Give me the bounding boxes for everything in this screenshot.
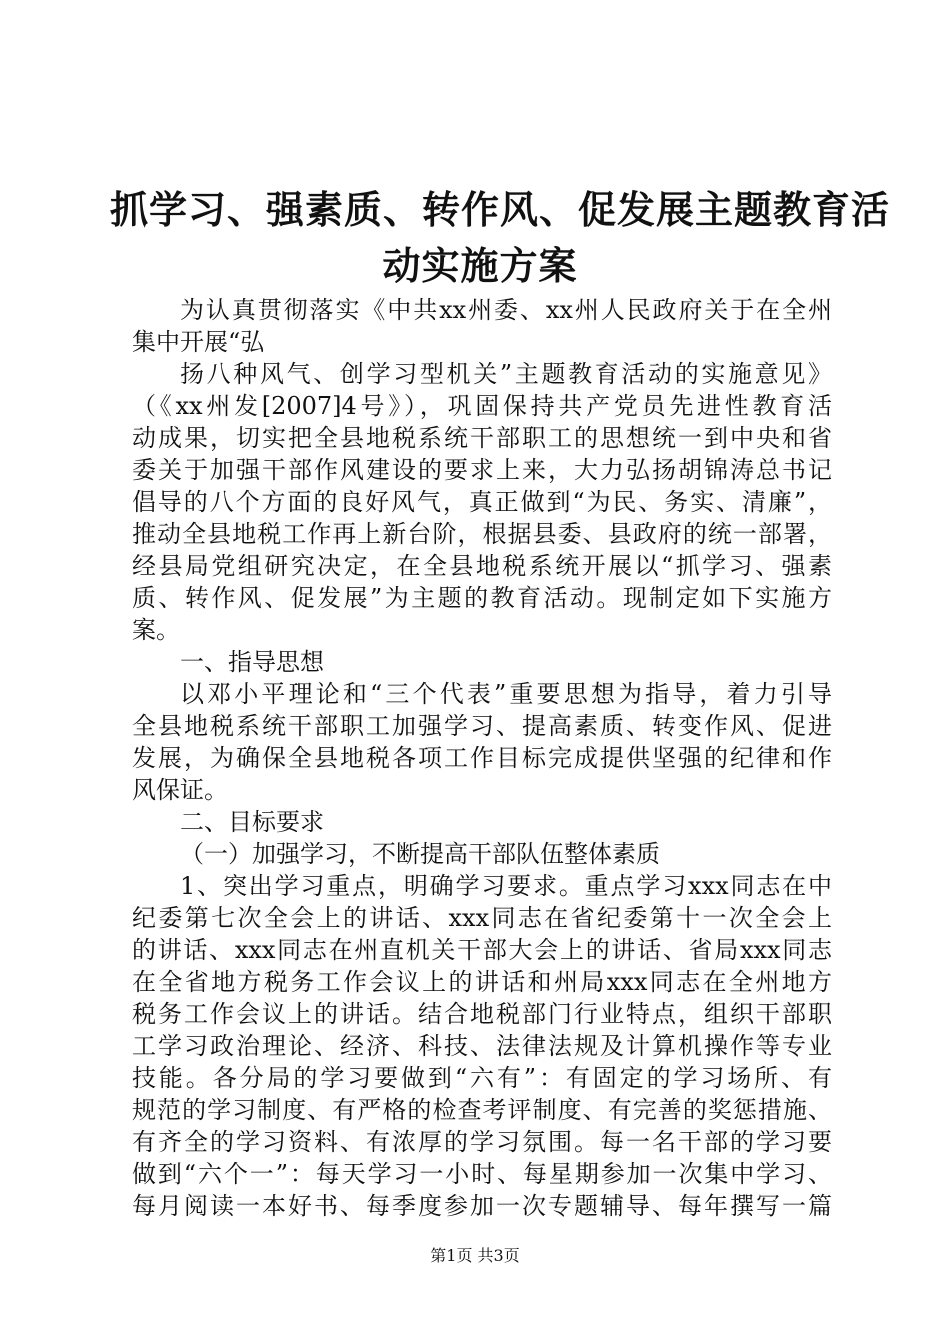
body-line: 做到“六个一”：每天学习一小时、每星期参加一次集中学习、 xyxy=(132,1160,832,1188)
body-line: 质、转作风、促发展”为主题的教育活动。现制定如下实施方 xyxy=(132,584,832,612)
body-line: 有齐全的学习资料、有浓厚的学习氛围。每一名干部的学习要 xyxy=(132,1128,832,1156)
body-line: 的讲话、xxx同志在州直机关干部大会上的讲话、省局xxx同志 xyxy=(132,936,832,964)
body-line: 税务工作会议上的讲话。结合地税部门行业特点，组织干部职 xyxy=(132,1000,832,1028)
body-line: 1、突出学习重点，明确学习要求。重点学习xxx同志在中 xyxy=(180,872,832,900)
document-title-line-2: 动实施方案 xyxy=(382,243,578,288)
body-line: 集中开展“弘 xyxy=(132,328,265,356)
body-line: 每月阅读一本好书、每季度参加一次专题辅导、每年撰写一篇 xyxy=(132,1192,832,1220)
body-line: 经县局党组研究决定，在全县地税系统开展以“抓学习、强素 xyxy=(132,552,832,580)
subsection-heading: （一）加强学习，不断提高干部队伍整体素质 xyxy=(180,840,660,868)
body-line: 委关于加强干部作风建设的要求上来，大力弘扬胡锦涛总书记 xyxy=(132,456,832,484)
document-title-line-1: 抓学习、强素质、转作风、促发展主题教育活 xyxy=(110,187,891,232)
body-line: 工学习政治理论、经济、科技、法律法规及计算机操作等专业 xyxy=(132,1032,832,1060)
document-body xyxy=(132,294,832,1222)
body-line: 在全省地方税务工作会议上的讲话和州局xxx同志在全州地方 xyxy=(132,968,832,996)
body-line: 以邓小平理论和“三个代表”重要思想为指导，着力引导 xyxy=(180,680,832,708)
body-line: 案。 xyxy=(132,616,180,644)
body-line: 纪委第七次全会上的讲话、xxx同志在省纪委第十一次全会上 xyxy=(132,904,832,932)
body-line: 技能。各分局的学习要做到“六有”：有固定的学习场所、有 xyxy=(132,1064,832,1092)
page-number-footer: 第1页 共3页 xyxy=(430,1246,520,1265)
body-line: 发展，为确保全县地税各项工作目标完成提供坚强的纪律和作 xyxy=(132,744,832,772)
body-line: 倡导的八个方面的良好风气，真正做到“为民、务实、清廉”， xyxy=(132,488,832,516)
body-line: 动成果，切实把全县地税系统干部职工的思想统一到中央和省 xyxy=(132,424,832,452)
body-line: 扬八种风气、创学习型机关”主题教育活动的实施意见》 xyxy=(180,360,832,388)
body-line: （《xx州发[2007]4号》），巩固保持共产党员先进性教育活 xyxy=(132,392,832,420)
body-line: 全县地税系统干部职工加强学习、提高素质、转变作风、促进 xyxy=(132,712,832,740)
body-line: 推动全县地税工作再上新台阶，根据县委、县政府的统一部署， xyxy=(132,520,832,548)
section-heading: 一、指导思想 xyxy=(180,648,324,676)
body-line: 风保证。 xyxy=(132,776,228,804)
body-line: 为认真贯彻落实《中共xx州委、xx州人民政府关于在全州 xyxy=(180,296,832,324)
body-line: 规范的学习制度、有严格的检查考评制度、有完善的奖惩措施、 xyxy=(132,1096,832,1124)
section-heading: 二、目标要求 xyxy=(180,808,324,836)
